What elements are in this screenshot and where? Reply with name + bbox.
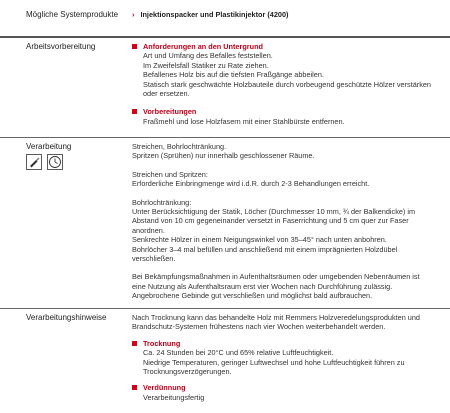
text-line: eine Nutzung als Aufenthaltsraum erst vier Wochen nach Durchführung zulässig.: [132, 281, 393, 291]
products-label: Mögliche Systemprodukte: [26, 10, 119, 19]
text-line: Spritzen (Sprühen) nur innerhalb geschlossener Räume.: [132, 151, 315, 161]
text-line: Verarbeitungsfertig: [143, 392, 205, 402]
text-line: anordnen.: [132, 225, 165, 235]
verarbeitung-content: [132, 142, 432, 301]
text-line: Art und Umfang des Befalles feststellen.: [143, 51, 273, 61]
text-line: Angebrochene Gebinde gut verschließen und möglichst bald aufbrauchen.: [132, 291, 373, 301]
text-line: Trocknungsverzögerungen.: [143, 367, 232, 377]
text-line: Fraßmehl und lose Holzfasern mit einer Stahlbürste entfernen.: [143, 116, 345, 126]
section-title: Anforderungen an den Untergrund: [132, 42, 432, 51]
bullet-icon: [132, 385, 137, 390]
text-line: Senkrechte Hölzer in einem Neigungswinkel von 35–45° nach unten anbohren.: [132, 235, 387, 245]
text-line: Statisch stark geschwächte Holzbauteile durch vorbeugend geschützte Hölzer verstärken: [143, 79, 431, 89]
text-line: Nach Trocknung kann das behandelte Holz mit Remmers Holzveredelungsprodukten und: [132, 313, 420, 322]
text-line: Streichen und Spritzen:: [132, 169, 208, 179]
text-line: Niedrige Temperaturen, geringer Luftwechsel und hohe Luftfeuchtigkeit führen zu: [143, 357, 405, 367]
text-line: Befallenes Holz bis auf die tiefsten Fraßgänge abbeilen.: [143, 70, 324, 80]
text-line: Streichen, Bohrlochtränkung.: [132, 142, 227, 151]
divider: [0, 308, 450, 309]
verarbeitungshinweise-content: [132, 313, 432, 402]
product-item-label: Injektionspacker und Plastikinjektor (4200): [140, 10, 289, 19]
section-body: [132, 393, 432, 402]
bullet-icon: [132, 109, 137, 114]
text-line: Ca. 24 Stunden bei 20°C und 65% relative Luftfeuchtigkeit.: [143, 348, 334, 358]
section-body: [132, 348, 432, 376]
bullet-icon: [132, 44, 137, 49]
arbeitsvorbereitung-content: [132, 42, 432, 126]
divider: [0, 36, 450, 38]
verarbeitung-icons: [26, 154, 63, 170]
text-line: Brandschutz-Systemen frühestens nach vier Wochen weiterbehandelt werden.: [132, 322, 386, 332]
text-line: oder ersetzen.: [143, 89, 190, 99]
clock-icon: [47, 154, 63, 170]
products-list: [132, 10, 432, 19]
text-line: verschließen.: [132, 254, 176, 264]
section-body: [132, 51, 432, 98]
verarbeitung-label: Verarbeitung: [26, 142, 72, 151]
text-line: Erforderliche Einbringmenge wird i.d.R. durch 2-3 Behandlungen erreicht.: [132, 179, 370, 189]
chevron-right-icon: ›: [132, 10, 135, 19]
text-line: Bei Bekämpfungsmaßnahmen in Aufenthaltsräumen oder umgebenden Nebenräumen ist: [132, 272, 420, 282]
verarbeitungshinweise-label: Verarbeitungshinweise: [26, 313, 107, 322]
text-line: Bohrlöcher 3–4 mal befüllen und anschließend mit einem imprägnierten Holzdübel: [132, 244, 398, 254]
arbeitsvorbereitung-label: Arbeitsvorbereitung: [26, 42, 96, 51]
section-title: Verdünnung: [132, 383, 432, 392]
text-line: Bohrlochtränkung:: [132, 197, 192, 207]
section-body: [132, 117, 432, 126]
section-title: Vorbereitungen: [132, 107, 432, 116]
bullet-icon: [132, 341, 137, 346]
text-line: Unter Berücksichtigung der Statik, Löcher (Durchmesser 10 mm, ¾ der Balkendicke) im: [132, 207, 416, 217]
brush-icon: [26, 154, 42, 170]
text-line: Im Zweifelsfall Statiker zu Rate ziehen.: [143, 60, 269, 70]
divider: [0, 137, 450, 138]
text-line: Abstand von 10 cm gegeneinander versetzt in Faserrichtung und 5 cm quer zur Faser: [132, 216, 409, 226]
section-title: Trocknung: [132, 339, 432, 348]
product-item: [132, 10, 432, 19]
